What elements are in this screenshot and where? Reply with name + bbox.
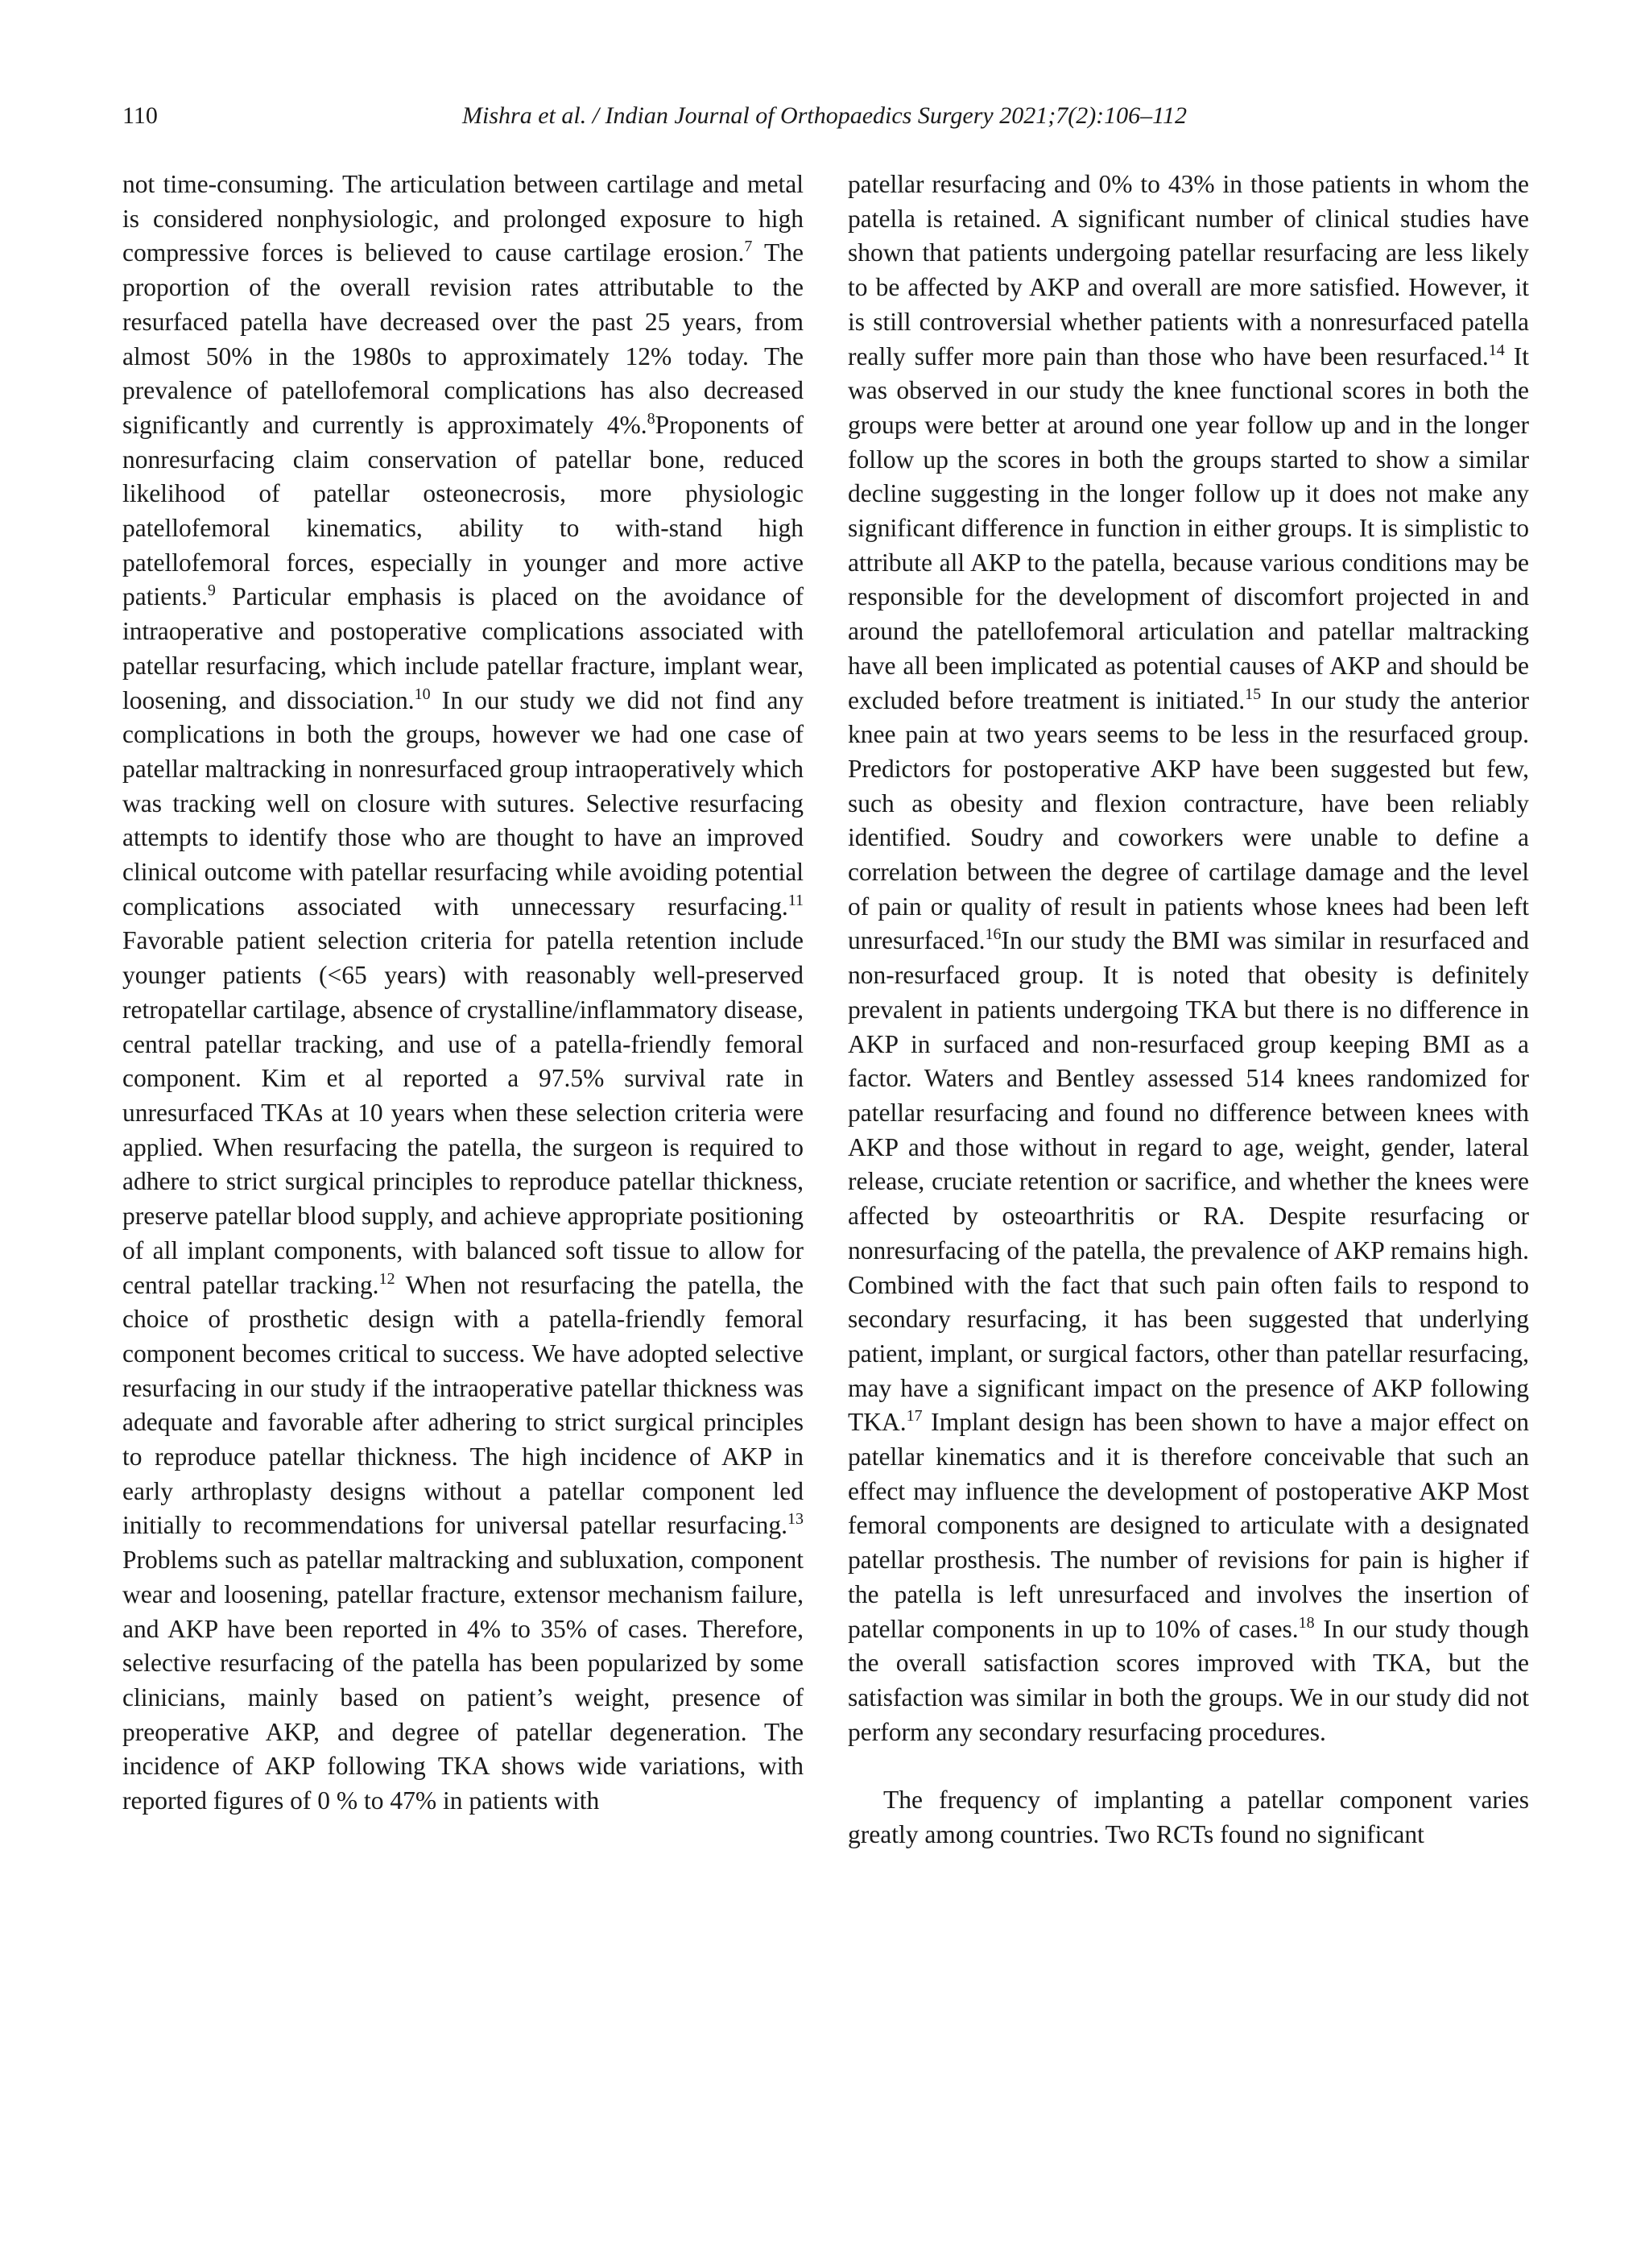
page-number: 110 [122, 102, 158, 129]
citation-ref: 11 [787, 891, 804, 909]
citation-ref: 17 [906, 1407, 923, 1426]
body-text: Proponents of nonresurfacing claim conservation of patellar bone, reduced likelihood of patellar osteonecrosis, more physiologic patellofemoral kinematics, ability to with-stand high patellofemoral forces, especially in younger and more active patients. [122, 410, 804, 611]
citation-ref: 9 [207, 581, 216, 600]
body-text: Problems such as patellar maltracking and subluxation, component wear and loosening, patellar fracture, extensor mechanism failure, and AKP have been reported in 4% to 35% of cases. Therefore, selective resurfacing of the patella has been popularized by some clinicians, mainly based on patient’s weight, presence of preoperative AKP, and degree of patellar degeneration. The incidence of AKP following TKA shows wide variations, with reported figures of 0 % to 47% in patients with [122, 1546, 804, 1815]
right-column [848, 168, 1529, 1852]
body-text: When not resurfacing the patella, the choice of prosthetic design with a patella-friendly femoral component becomes critical to success. We have adopted selective resurfacing in our study if the intraoperative patellar thickness was adequate and favorable after adhering to strict surgical principles to reproduce patellar thickness. The high incidence of AKP in early arthroplasty designs without a patellar component led initially to recommendations for universal patellar resurfacing. [122, 1270, 804, 1540]
citation-ref: 14 [1488, 341, 1505, 359]
body-paragraph [122, 168, 804, 1819]
left-column [122, 168, 804, 1819]
body-text: In our study though the overall satisfaction scores improved with TKA, but the satisfaction was similar in both the groups. We in our study did not perform any secondary resurfacing procedures. [848, 1614, 1530, 1746]
body-text: In our study we did not find any complications in both the groups, however we had one case of patellar maltracking in nonresurfaced group intraoperatively which was tracking well on closure with sutures. Selective resurfacing attempts to identify those who are thought to have an improved clinical outcome with patellar resurfacing while avoiding potential complications associated with unnecessary resurfacing. [122, 685, 804, 921]
citation-ref: 15 [1245, 685, 1262, 703]
body-paragraph: The frequency of implanting a patellar component varies greatly among countries. Two RCTs found no significant [848, 1786, 1529, 1849]
citation-ref: 13 [787, 1510, 804, 1529]
body-text: In our study the BMI was similar in resurfaced and non-resurfaced group. It is noted that obesity is definitely prevalent in patients undergoing TKA but there is no difference in AKP in surfaced and non-resurfaced group keeping BMI as a factor. Waters and Bentley assessed 514 knees randomized for patellar resurfacing and found no difference between knees with AKP and those without in regard to age, weight, gender, lateral release, cruciate retention or sacrifice, and whether the knees were affected by osteoarthritis or RA. Despite resurfacing or nonresurfacing of the patella, the prevalence of AKP remains high. Combined with the fact that such pain often fails to respond to secondary resurfacing, it has been suggested that underlying patient, implant, or surgical factors, other than patellar resurfacing, may have a significant impact on the presence of AKP following TKA. [848, 926, 1529, 1437]
citation-ref: 12 [378, 1269, 395, 1288]
citation-ref: 10 [414, 685, 431, 703]
body-text: It was observed in our study the knee functional scores in both the groups were better at around one year follow up and in the longer follow up the scores in both the groups started to show a similar decline suggesting in the longer follow up it does not make any significant difference in function in either groups. It is simplistic to attribute all AKP to the patella, because various conditions may be responsible for the development of discomfort projected in and around the patellofemoral articulation and patellar maltracking have all been implicated as potential causes of AKP and should be excluded before treatment is initiated. [848, 341, 1529, 714]
body-text: Favorable patient selection criteria for patella retention include younger patients (<65 years) with reasonably well-preserved retropatellar cartilage, absence of crystalline/inflammatory disease, central patellar tracking, and use of a patella-friendly femoral component. Kim et al reported a 97.5% survival rate in unresurfaced TKAs at 10 years when these selection criteria were applied. When resurfacing the patella, the surgeon is required to adhere to strict surgical principles to reproduce patellar thickness, preserve patellar blood supply, and achieve appropriate positioning of all implant components, with balanced soft tissue to allow for central patellar tracking. [122, 926, 804, 1299]
body-text: patellar resurfacing and 0% to 43% in those patients in whom the patella is retained. A significant number of clinical studies have shown that patients undergoing patellar resurfacing are less likely to be affected by AKP and overall are more satisfied. However, it is still controversial whether patients with a nonresurfaced patella really suffer more pain than those who have been resurfaced. [848, 170, 1529, 370]
body-text: not time-consuming. The articulation between cartilage and metal is considered nonphysiologic, and prolonged exposure to high compressive forces is believed to cause cartilage erosion. [122, 170, 804, 267]
citation-ref: 8 [647, 409, 655, 428]
body-text: In our study the anterior knee pain at two years seems to be less in the resurfaced group. Predictors for postoperative AKP have been suggested but few, such as obesity and flexion contracture, have been reliably identified. Soudry and coworkers were unable to define a correlation between the degree of cartilage damage and the level of pain or quality of result in patients whose knees had been left unresurfaced. [848, 685, 1529, 955]
body-text: Implant design has been shown to have a major effect on patellar kinematics and it is therefore conceivable that such an effect may influence the development of postoperative AKP Most femoral components are designed to articulate with a designated patellar prosthesis. The number of revisions for pain is higher if the patella is left unresurfaced and involves the insertion of patellar components in up to 10% of cases. [848, 1408, 1529, 1643]
citation-ref: 7 [744, 238, 753, 256]
running-header: Mishra et al. / Indian Journal of Orthopaedics Surgery 2021;7(2):106–112 [462, 102, 1187, 129]
citation-ref: 16 [985, 925, 1002, 944]
citation-ref: 18 [1298, 1613, 1315, 1632]
body-text: Particular emphasis is placed on the avoidance of intraoperative and postoperative complications associated with patellar resurfacing, which include patellar fracture, implant wear, loosening, and dissociation. [122, 582, 804, 714]
body-text: The proportion of the overall revision rates attributable to the resurfaced patella have decreased over the past 25 years, from almost 50% in the 1980s to approximately 12% today. The prevalence of patellofemoral complications has also decreased significantly and currently is approximately 4%. [122, 238, 804, 439]
body-paragraph [848, 168, 1529, 1749]
